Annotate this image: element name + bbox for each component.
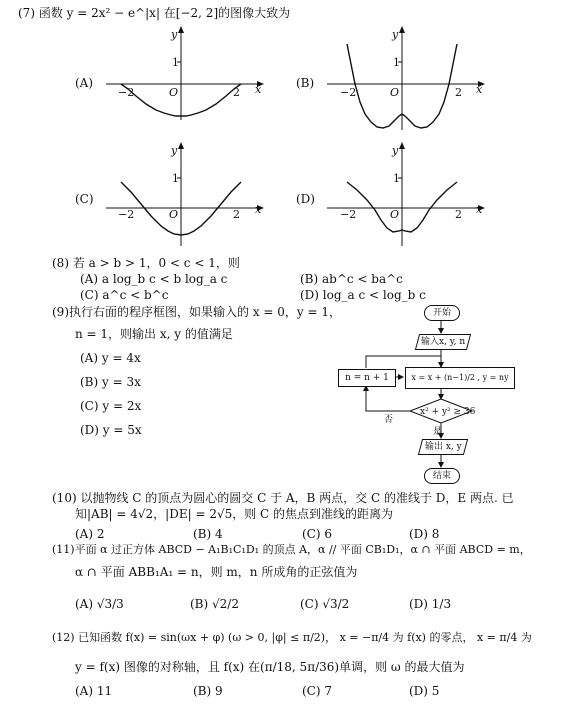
- q7-option-b-label: (B): [296, 76, 315, 90]
- q7c-y-label: y: [171, 144, 178, 157]
- q7b-origin-label: O: [390, 86, 400, 99]
- q9-option-c: (C) y = 2x: [80, 399, 142, 413]
- q7d-y-label: y: [392, 144, 399, 157]
- q10-option-d: (D) 8: [409, 527, 440, 541]
- q8-option-d: (D) log_a c < log_b c: [300, 288, 426, 302]
- flow-yes-label: 是: [433, 427, 443, 437]
- q12-stem-line1: (12) 已知函数 f(x) = sin(ωx + φ) (ω > 0, |φ| ≤ π/2)， x = −π/4 为 f(x) 的零点， x = π/4 为: [52, 631, 532, 644]
- q9-stem-line2: n = 1，则输出 x, y 的值满足: [75, 327, 233, 341]
- flow-input-text: 输入x, y, n: [420, 337, 466, 347]
- q10-stem-line2: 知|AB| = 4√2，|DE| = 2√5，则 C 的焦点到准线的距离为: [75, 507, 394, 521]
- q10-option-c: (C) 6: [302, 527, 332, 541]
- q9-option-b: (B) y = 3x: [80, 375, 141, 389]
- flow-output: [418, 439, 468, 455]
- flow-no-label: 否: [384, 415, 394, 425]
- q7b-x-label: x: [476, 83, 483, 96]
- q10-stem-line1: (10) 以抛物线 C 的顶点为圆心的圆交 C 于 A，B 两点，交 C 的准线于 D，E 两点. 已: [52, 491, 514, 505]
- q9-stem-line1: (9)执行右面的程序框图，如果输入的 x = 0，y = 1，: [52, 305, 341, 319]
- q12-option-c: (C) 7: [302, 684, 332, 698]
- q11-option-a: (A) √3/3: [75, 597, 124, 611]
- q7c-neg2-label: −2: [118, 208, 135, 221]
- q12-option-d: (D) 5: [409, 684, 440, 698]
- q7b-neg2-label: −2: [340, 86, 357, 99]
- q7c-origin-label: O: [169, 208, 179, 221]
- q7a-one-label: 1: [172, 56, 179, 69]
- q12-option-a: (A) 11: [75, 684, 113, 698]
- flow-start: 开始: [424, 305, 460, 321]
- flow-input: [415, 334, 471, 350]
- q11-stem-line2: α ∩ 平面 ABB₁A₁ = n，则 m，n 所成角的正弦值为: [75, 565, 358, 579]
- q10-option-b: (B) 4: [193, 527, 223, 541]
- q11-option-d: (D) 1/3: [409, 597, 452, 611]
- q7a-neg2-label: −2: [118, 86, 135, 99]
- q7d-x-label: x: [476, 203, 483, 216]
- q7-option-d-label: (D): [296, 192, 315, 206]
- flow-step-n: n = n + 1: [338, 369, 396, 387]
- q7d-neg2-label: −2: [340, 208, 357, 221]
- q7-option-a-label: (A): [75, 76, 94, 90]
- flow-end: 结束: [424, 468, 460, 484]
- q7a-origin-label: O: [169, 86, 179, 99]
- q7d-one-label: 1: [393, 172, 400, 185]
- q7c-x-label: x: [255, 203, 262, 216]
- flow-output-text: 输出 x, y: [424, 442, 462, 452]
- flow-condition-text: x² + y² ≥ 36: [420, 407, 476, 417]
- q7c-one-label: 1: [172, 172, 179, 185]
- q7c-pos2-label: 2: [233, 208, 240, 221]
- q11-option-c: (C) √3/2: [300, 597, 350, 611]
- q12-stem-line2: y = f(x) 图像的对称轴，且 f(x) 在(π/18, 5π/36)单调，则 ω 的最大值为: [75, 660, 465, 674]
- q12-option-b: (B) 9: [193, 684, 223, 698]
- q7b-y-label: y: [392, 28, 399, 41]
- q9-option-d: (D) y = 5x: [80, 423, 142, 437]
- flow-step-xy: x = x + (n−1)/2 , y = ny: [405, 367, 515, 389]
- q7a-pos2-label: 2: [233, 86, 240, 99]
- q8-option-b: (B) ab^c < ba^c: [300, 272, 403, 286]
- q7b-one-label: 1: [393, 56, 400, 69]
- q9-option-a: (A) y = 4x: [80, 351, 141, 365]
- q7a-x-label: x: [255, 83, 262, 96]
- q7d-origin-label: O: [390, 208, 400, 221]
- q8-option-c: (C) a^c < b^c: [80, 288, 169, 302]
- q7-option-c-label: (C): [75, 192, 94, 206]
- q7b-pos2-label: 2: [455, 86, 462, 99]
- q11-stem-line1: (11)平面 α 过正方体 ABCD − A₁B₁C₁D₁ 的顶点 A，α // 平面 CB₁D₁，α ∩ 平面 ABCD = m，: [52, 543, 531, 556]
- q7d-pos2-label: 2: [455, 208, 462, 221]
- q7-stem: (7) 函数 y = 2x² − e^|x| 在[−2, 2]的图像大致为: [18, 6, 291, 20]
- q7a-y-label: y: [171, 28, 178, 41]
- q10-option-a: (A) 2: [75, 527, 105, 541]
- q8-stem: (8) 若 a > b > 1，0 < c < 1，则: [52, 256, 240, 270]
- q8-option-a: (A) a log_b c < b log_a c: [80, 272, 228, 286]
- q11-option-b: (B) √2/2: [190, 597, 239, 611]
